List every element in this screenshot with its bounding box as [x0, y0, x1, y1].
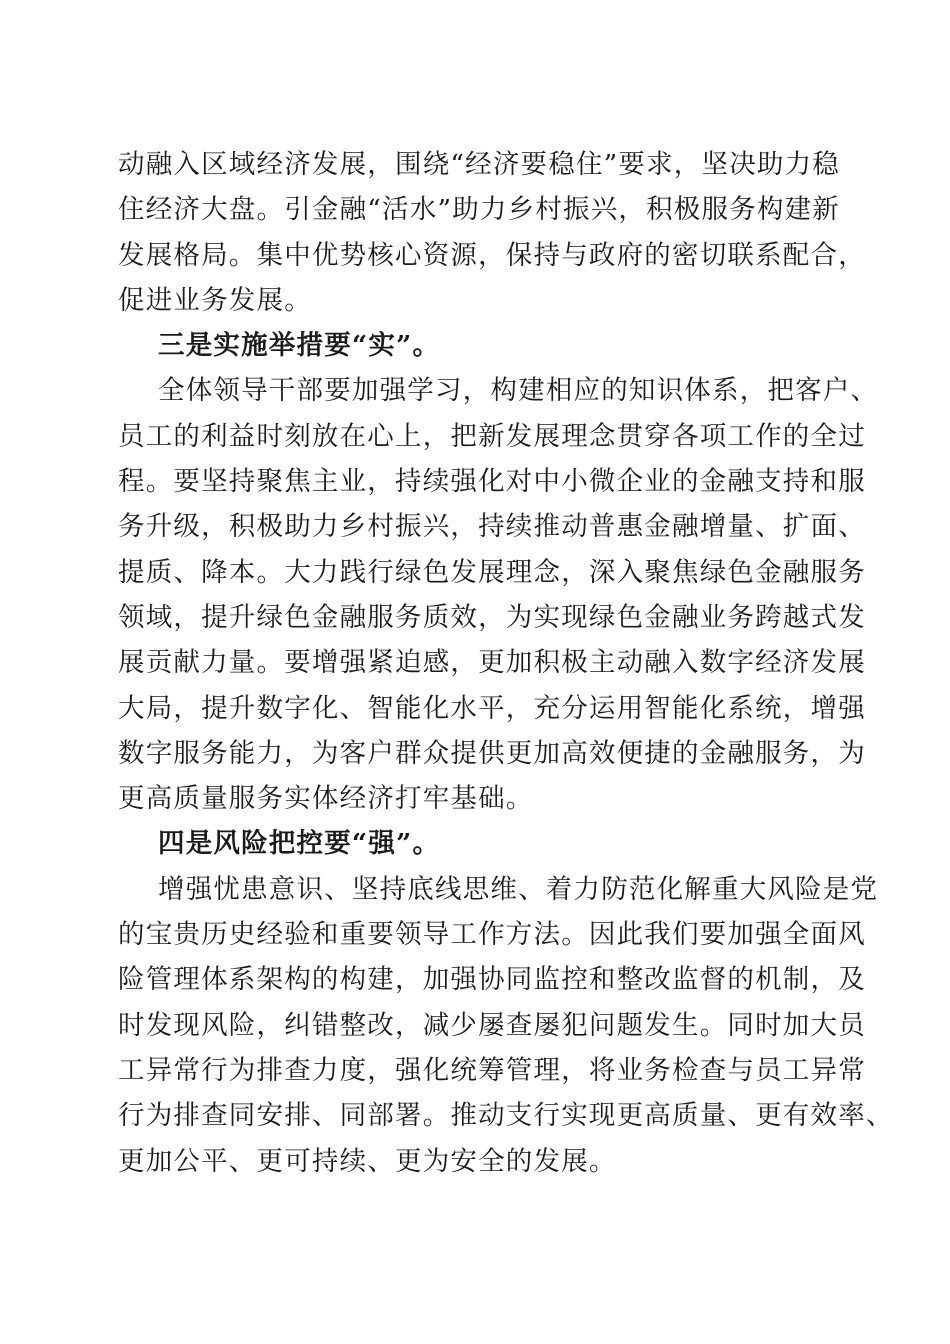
body-line: 险管理体系架构的构建，加强协同监控和整改监督的机制，及 — [118, 964, 866, 996]
body-line: 数字服务能力，为客户群众提供更加高效便捷的金融服务，为 — [118, 737, 866, 769]
body-line: 工异常行为排查力度，强化统筹管理，将业务检查与员工异常 — [118, 1054, 866, 1086]
body-line: 提质、降本。大力践行绿色发展理念，深入聚焦绿色金融服务 — [118, 556, 866, 588]
body-line: 程。要坚持聚焦主业，持续强化对中小微企业的金融支持和服 — [118, 466, 866, 498]
body-line: 更高质量服务实体经济打牢基础。 — [118, 783, 534, 815]
body-line: 务升级，积极助力乡村振兴，持续推动普惠金融增量、扩面、 — [118, 511, 866, 543]
body-line: 促进业务发展。 — [118, 284, 312, 316]
body-line: 发展格局。集中优势核心资源，保持与政府的密切联系配合， — [118, 239, 866, 271]
section-heading-3: 三是实施举措要“实”。 — [158, 330, 441, 362]
body-line: 员工的利益时刻放在心上，把新发展理念贯穿各项工作的全过 — [118, 420, 866, 452]
document-body — [118, 142, 894, 1184]
body-line: 行为排查同安排、同部署。推动支行实现更高质量、更有效率、 — [118, 1100, 894, 1132]
body-line: 领域，提升绿色金融服务质效，为实现绿色金融业务跨越式发 — [118, 601, 866, 633]
body-line: 大局，提升数字化、智能化水平，充分运用智能化系统，增强 — [118, 692, 866, 724]
body-line: 展贡献力量。要增强紧迫感，更加积极主动融入数字经济发展 — [118, 647, 866, 679]
body-line: 住经济大盘。引金融“活水”助力乡村振兴，积极服务构建新 — [118, 194, 840, 226]
body-line: 更加公平、更可持续、更为安全的发展。 — [118, 1145, 617, 1177]
body-line: 动融入区域经济发展，围绕“经济要稳住”要求，坚决助力稳 — [118, 149, 840, 180]
body-line: 全体领导干部要加强学习，构建相应的知识体系，把客户、 — [158, 375, 879, 407]
body-line: 增强忧患意识、坚持底线思维、着力防范化解重大风险是党 — [158, 873, 879, 905]
body-line: 时发现风险，纠错整改，减少屡查屡犯问题发生。同时加大员 — [118, 1009, 866, 1041]
section-heading-4: 四是风险把控要“强”。 — [158, 828, 441, 860]
body-line: 的宝贵历史经验和重要领导工作方法。因此我们要加强全面风 — [118, 919, 866, 951]
